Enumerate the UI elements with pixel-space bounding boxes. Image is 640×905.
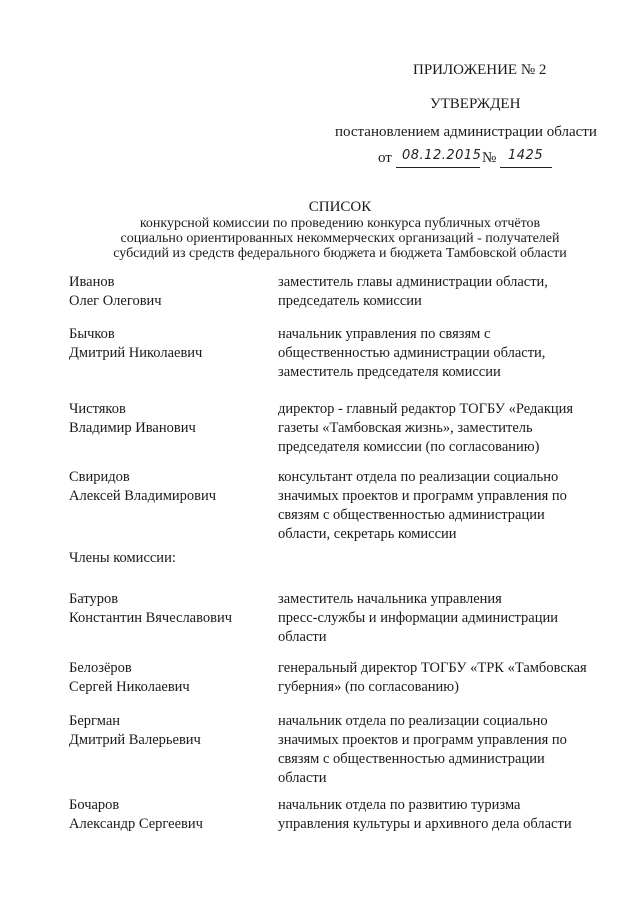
from-label: от [378, 150, 392, 166]
member-name: Белозёров Сергей Николаевич [69, 660, 190, 695]
member-name: Иванов Олег Олегович [69, 274, 162, 309]
member-role: заместитель начальника управления пресс-службы и информации администрации области [278, 591, 558, 645]
member-name: Батуров Константин Вячеславович [69, 591, 233, 626]
decree-label: постановлением администрации области [335, 124, 597, 140]
title-line: субсидий из средств федерального бюджета и бюджета Тамбовской области [113, 246, 567, 261]
member-role: генеральный директор ТОГБУ «ТРК «Тамбовская губерния» (по согласованию) [278, 660, 587, 695]
number-underline [500, 167, 552, 168]
title-main: СПИСОК [308, 199, 372, 215]
member-role: начальник отдела по реализации социально значимых проектов и программ управления по связям с общественностью администрации области [278, 713, 567, 786]
member-role: начальник управления по связям с общественностью администрации области, заместитель председателя комиссии [278, 326, 546, 380]
member-role: директор - главный редактор ТОГБУ «Редакция газеты «Тамбовская жизнь», заместитель председателя комиссии (по согласованию) [278, 401, 574, 455]
number-label: № [482, 150, 497, 166]
member-name: Бычков Дмитрий Николаевич [69, 326, 203, 361]
member-name: Бочаров Александр Сергеевич [69, 797, 203, 832]
date-underline [396, 167, 480, 168]
member-name: Свиридов Алексей Владимирович [69, 469, 217, 504]
member-name: Чистяков Владимир Иванович [69, 401, 196, 436]
member-role: консультант отдела по реализации социально значимых проектов и программ управления по связям с общественностью администрации области, секретарь комиссии [278, 469, 567, 542]
decree-number: 1425 [508, 148, 544, 163]
member-role: начальник отдела по развитию туризма управления культуры и архивного дела области [278, 797, 572, 832]
members-section-label: Члены комиссии: [69, 550, 176, 566]
title-line: социально ориентированных некоммерческих организаций - получателей [120, 231, 560, 246]
approved-label: УТВЕРЖДЕН [430, 96, 521, 112]
appendix-label: ПРИЛОЖЕНИЕ № 2 [413, 62, 547, 78]
decree-date: 08.12.2015 [402, 148, 482, 163]
document-title [60, 198, 620, 261]
title-line: конкурсной комиссии по проведению конкурса публичных отчётов [139, 216, 541, 231]
member-name: Бергман Дмитрий Валерьевич [69, 713, 201, 748]
member-role: заместитель главы администрации области, председатель комиссии [278, 274, 548, 309]
